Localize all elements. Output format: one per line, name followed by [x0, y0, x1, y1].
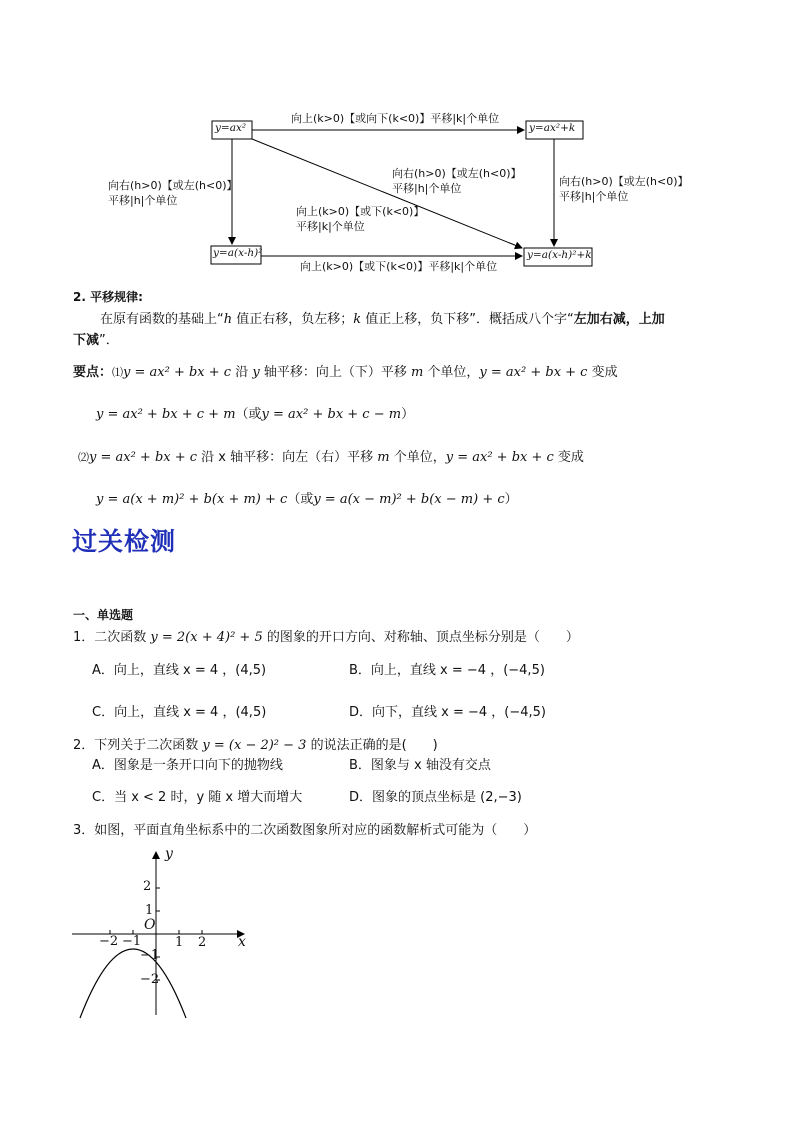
q2-stem-b: 的说法正确的是( ) [306, 738, 438, 753]
key-point-2-formula: y = ax² + bx + c [89, 450, 198, 465]
rules-text-a: 在原有函数的基础上“ [100, 312, 224, 327]
label-diag-lower-2: 平移|k|个单位 [296, 220, 365, 233]
rules-text-c: 值正上移，负下移”．概括成八个字“ [361, 312, 574, 327]
quiz-section-title: 一、单选题 [73, 608, 134, 622]
box-bottom-right: y=a(x-h)²+k [527, 249, 592, 261]
q1-option-d[interactable]: D．向下，直线 x = −4 ，(−4,5) [349, 705, 546, 720]
label-left-1: 向右(h>0)【或左(h<0)】 [108, 179, 238, 192]
box-top-left: y=ax² [215, 122, 247, 134]
q1-stem-b: 的图象的开口方向、对称轴、顶点坐标分别是（ ） [262, 630, 579, 645]
rules-title: 2. 平移规律: [73, 290, 143, 304]
parabola-curve [80, 949, 186, 1018]
graph-x-label: x [238, 934, 246, 950]
key-points-label: 要点： [73, 365, 113, 380]
key-point-1-text-c: 个单位， [423, 365, 480, 380]
q1-option-b[interactable]: B．向上，直线 x = −4 ，(−4,5) [349, 663, 545, 678]
key-point-1-result2: y = ax² + bx + c − m [261, 407, 402, 422]
key-point-1-result: y = ax² + bx + c + m [96, 407, 236, 422]
key-point-1-m: m [410, 365, 424, 380]
key-point-2-text-d: 变成 [553, 450, 584, 465]
section-heading: 过关检测 [72, 527, 177, 556]
key-point-1-num: ⑴ [112, 366, 124, 379]
label-top: 向上(k>0)【或向下(k<0)】平移|k|个单位 [291, 112, 500, 125]
key-point-2-text-c: 个单位， [389, 450, 446, 465]
rules-bold: 左加右减，上加 [573, 312, 665, 327]
graph-tick-label-y-neg2: −2 [140, 972, 160, 987]
key-point-2-or: （或 [287, 492, 314, 507]
key-point-1-or: （或 [235, 407, 262, 422]
graph-y-label: y [165, 846, 173, 862]
graph-tick-label-x-1: 1 [175, 935, 184, 950]
key-point-2-result: y = a(x + m)² + b(x + m) + c [96, 492, 288, 507]
rules-bold-line2: 下减 [73, 333, 100, 348]
label-diag-upper-2: 平移|h|个单位 [392, 182, 462, 195]
graph-tick-label-x-2: 2 [198, 935, 207, 950]
graph-tick-label-x-neg2: −2 [99, 934, 119, 949]
key-point-2-formula2: y = ax² + bx + c [445, 450, 554, 465]
q2-option-b[interactable]: B．图象与 x 轴没有交点 [349, 758, 491, 773]
key-point-1-formula2: y = ax² + bx + c [479, 365, 588, 380]
key-point-2-close: ） [504, 492, 518, 507]
graph-origin-label: O [144, 917, 156, 933]
label-bottom: 向上(k>0)【或下(k<0)】平移|k|个单位 [300, 260, 498, 273]
box-bottom-left: y=a(x-h)² [213, 247, 263, 259]
key-point-2-m: m [377, 450, 390, 465]
key-point-1-text-a: 沿 [231, 365, 253, 380]
rules-text-b: 值正右移，负左移； [232, 312, 354, 327]
q2-option-c[interactable]: C．当 x < 2 时，y 随 x 增大而增大 [92, 790, 303, 805]
q1-option-a[interactable]: A．向上，直线 x = 4 ，(4,5) [92, 663, 267, 678]
label-diag-lower-1: 向上(k>0)【或下(k<0)】 [296, 205, 425, 218]
key-point-1-y: y [252, 365, 260, 380]
label-right-2: 平移|h|个单位 [559, 190, 629, 203]
q2-stem-a: 2．下列关于二次函数 [73, 738, 203, 753]
graph-tick-label-y-1: 1 [145, 903, 154, 918]
q2-option-a[interactable]: A．图象是一条开口向下的抛物线 [92, 758, 283, 773]
graph-tick-label-y-2: 2 [143, 879, 152, 894]
rules-line2-tail: ”． [99, 333, 119, 348]
key-point-2-num: ⑵ [78, 451, 89, 464]
graph-tick-label-y-neg1: −1 [140, 948, 160, 963]
label-diag-upper-1: 向右(h>0)【或左(h<0)】 [392, 167, 522, 180]
key-point-1-text-b: 轴平移：向上（下）平移 [259, 365, 411, 380]
q1-stem-a: 1．二次函数 [73, 630, 151, 645]
key-point-1-close: ） [401, 407, 415, 422]
q2-formula: y = (x − 2)² − 3 [202, 738, 307, 753]
label-left-2: 平移|h|个单位 [108, 194, 178, 207]
key-point-1-formula: y = ax² + bx + c [123, 365, 232, 380]
key-point-2-text-a: 沿 x 轴平移：向左（右）平移 [197, 450, 378, 465]
rules-k: k [353, 312, 362, 327]
graph-tick-label-x-neg1: −1 [122, 934, 142, 949]
q1-option-c[interactable]: C．向上，直线 x = 4 ，(4,5) [92, 705, 267, 720]
label-right-1: 向右(h>0)【或左(h<0)】 [559, 175, 689, 188]
q3-stem: 3．如图，平面直角坐标系中的二次函数图象所对应的函数解析式可能为（ ） [73, 823, 537, 838]
box-top-right: y=ax²+k [529, 122, 576, 134]
rules-h: h [223, 312, 233, 327]
q1-formula: y = 2(x + 4)² + 5 [150, 630, 263, 645]
key-point-2-result2: y = a(x − m)² + b(x − m) + c [313, 492, 505, 507]
key-point-1-text-d: 变成 [587, 365, 618, 380]
q2-option-d[interactable]: D．图象的顶点坐标是 (2,−3) [349, 790, 522, 805]
